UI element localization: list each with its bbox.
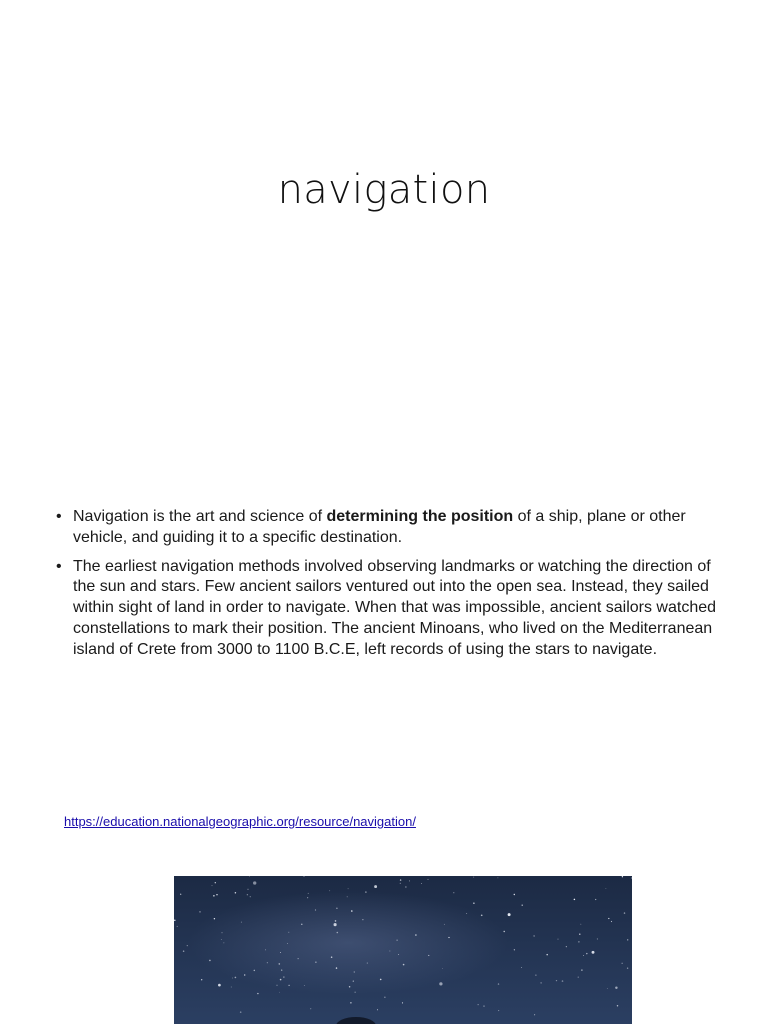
star (310, 1008, 311, 1009)
star (307, 897, 308, 898)
star (174, 919, 176, 921)
star (280, 952, 281, 953)
star (244, 974, 245, 975)
star (535, 974, 536, 975)
star (254, 970, 256, 972)
star (421, 883, 422, 884)
star (611, 921, 612, 922)
star (221, 932, 222, 933)
starry-sky-image (174, 876, 632, 1024)
star (301, 924, 302, 925)
bullet-marker: • (56, 508, 62, 525)
star (212, 885, 213, 886)
star (586, 953, 587, 954)
bullet-item-definition (56, 507, 716, 549)
star (473, 902, 474, 903)
star (250, 896, 251, 897)
star (580, 924, 581, 925)
star (347, 896, 348, 897)
star (334, 923, 337, 926)
star (627, 939, 628, 940)
star (607, 988, 608, 989)
star (279, 992, 280, 993)
star (448, 937, 449, 938)
star (231, 987, 232, 988)
star (288, 985, 289, 986)
star (581, 969, 582, 970)
star (362, 919, 363, 920)
star (288, 932, 289, 933)
star (522, 905, 523, 906)
star (398, 954, 399, 955)
star (224, 943, 225, 944)
star (574, 899, 576, 901)
star (478, 1004, 479, 1005)
star (315, 909, 316, 910)
star (265, 950, 266, 951)
star (597, 938, 598, 939)
star (183, 950, 185, 952)
star (396, 940, 397, 941)
star (566, 946, 567, 947)
star (583, 955, 584, 956)
star (453, 892, 454, 893)
bullet-text-start: Navigation is the art and science of (73, 508, 327, 525)
star (240, 1011, 242, 1013)
bullet-marker: • (56, 557, 62, 575)
star (180, 894, 181, 895)
star (384, 997, 385, 998)
star (298, 958, 299, 959)
star (442, 968, 443, 969)
star (534, 1014, 535, 1015)
star (558, 939, 559, 940)
star (514, 894, 515, 895)
star (177, 926, 178, 927)
star (473, 877, 474, 878)
star (350, 1002, 352, 1004)
star (428, 955, 429, 956)
star (498, 1010, 499, 1011)
star (241, 922, 242, 923)
star (400, 879, 401, 880)
star (213, 895, 215, 897)
star (400, 883, 401, 884)
star (402, 1002, 403, 1003)
star (374, 885, 377, 888)
star (606, 888, 607, 889)
star (562, 980, 564, 982)
star (337, 932, 339, 934)
star (235, 977, 237, 979)
star (521, 967, 522, 968)
star (215, 882, 216, 883)
star (483, 1005, 484, 1006)
star (377, 1009, 378, 1010)
star (367, 963, 368, 964)
star (615, 987, 617, 989)
star (257, 993, 258, 994)
bullet-item-history (56, 557, 716, 661)
star (278, 963, 280, 965)
star (199, 911, 200, 912)
star (631, 878, 632, 879)
star (503, 931, 504, 932)
star (201, 979, 202, 980)
star (232, 978, 233, 979)
star (354, 972, 355, 973)
star (277, 985, 278, 986)
star (439, 982, 442, 985)
star (405, 886, 406, 887)
star (247, 894, 248, 895)
star (335, 920, 337, 922)
star (304, 985, 305, 986)
star (336, 907, 338, 909)
star (187, 945, 188, 946)
star (627, 968, 628, 969)
star (578, 977, 579, 978)
star (403, 964, 405, 966)
slide-title: navigation (277, 167, 491, 213)
star (578, 941, 579, 942)
star (355, 992, 356, 993)
star (216, 894, 217, 895)
star (351, 910, 353, 912)
star (579, 934, 580, 935)
star (608, 918, 609, 919)
source-link[interactable]: https://education.nationalgeographic.org/resource/navigation/ (64, 814, 416, 829)
star (444, 924, 445, 925)
star (427, 879, 428, 880)
star (622, 876, 623, 877)
star (533, 935, 534, 936)
star (209, 960, 211, 962)
star (556, 980, 557, 981)
bullet-text-end: of a ship, plane or other vehicle, and guiding it to a specific destination. (73, 508, 686, 546)
starry-sky-graphic (174, 876, 632, 1024)
star (415, 934, 417, 936)
star (481, 914, 483, 916)
star (331, 956, 333, 958)
star (514, 949, 515, 950)
star (466, 913, 467, 914)
star (267, 962, 268, 963)
star (283, 977, 284, 978)
star (221, 939, 222, 940)
star (595, 899, 596, 900)
sky-glow (174, 876, 632, 1024)
star (365, 891, 366, 892)
star (498, 983, 499, 984)
star (336, 967, 337, 968)
star (214, 918, 215, 919)
star (348, 888, 349, 889)
star (287, 943, 288, 944)
star (546, 954, 548, 956)
star (624, 912, 625, 913)
star (280, 979, 282, 981)
star (247, 889, 248, 890)
star (380, 979, 382, 981)
star (315, 962, 316, 963)
star (540, 982, 541, 983)
bullet-text-bold: determining the position (326, 508, 514, 525)
star (508, 913, 511, 916)
star (218, 984, 221, 987)
star (329, 890, 330, 891)
star (592, 951, 595, 954)
star (622, 963, 623, 964)
bullet-list (56, 507, 716, 669)
star (281, 969, 282, 970)
star (308, 893, 309, 894)
star (390, 951, 391, 952)
star (409, 880, 410, 881)
star (353, 981, 354, 982)
bullet-text: The earliest navigation methods involved observing landmarks or watching the direction of the sun and stars. Few ancient sailors ventured out into the open sea. Instead, they sailed within sight of land in order to navigate. When that was impossible, ancient sailors watched constellations to mark their position. The ancient Minoans, who lived on the Mediterranean island of Crete from 3000 to 1100 B.C.E, left records of using the stars to navigate. (73, 557, 717, 658)
star (349, 986, 351, 988)
star (617, 1005, 618, 1006)
star (497, 877, 498, 878)
star (253, 881, 256, 884)
star (235, 892, 237, 894)
